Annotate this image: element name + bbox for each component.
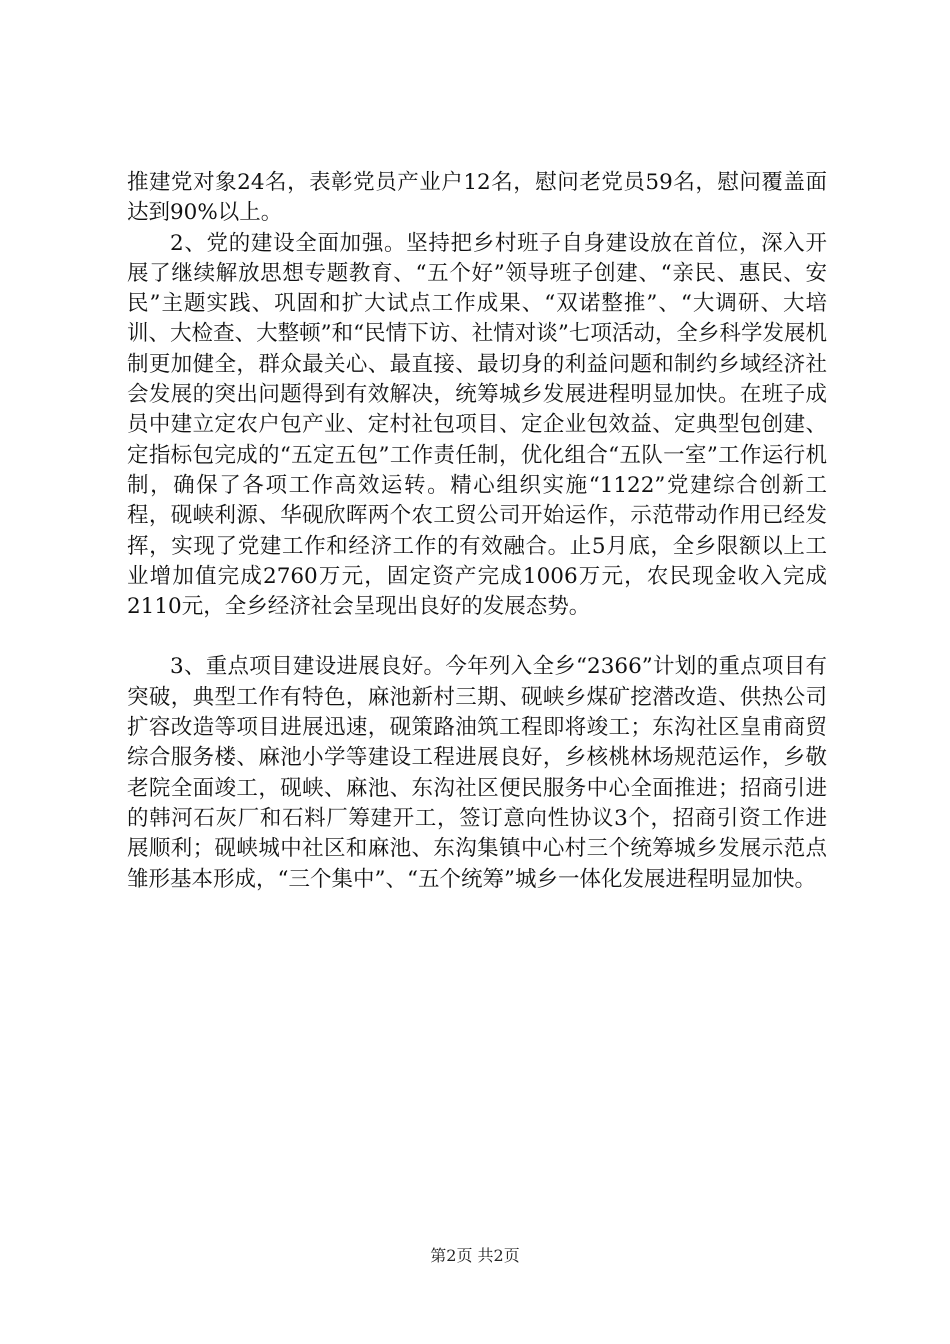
paragraph-3: 3、重点项目建设进展良好。今年列入全乡“2366”计划的重点项目有突破，典型工作有特色，麻池新村三期、砚峡乡煤矿挖潜改造、供热公司扩容改造等项目进展迅速，砚策路油筑工程即将竣工；东沟社区皇甫商贸综合服务楼、麻池小学等建设工程进展良好，乡核桃林场规范运作，乡敬老院全面竣工，砚峡、麻池、东沟社区便民服务中心全面推进；招商引进的韩河石灰厂和石料厂筹建开工，签订意向性协议3个，招商引资工作进展顺利；砚峡城中社区和麻池、东沟集镇中心村三个统筹城乡发展示范点雏形基本形成，“三个集中”、“五个统筹”城乡一体化发展进程明显加快。: [127, 654, 827, 892]
document-body: [127, 168, 827, 895]
paragraph-2: 2、党的建设全面加强。坚持把乡村班子自身建设放在首位，深入开展了继续解放思想专题教育、“五个好”领导班子创建、“亲民、惠民、安民”主题实践、巩固和扩大试点工作成果、“双诺整推”、“大调研、大培训、大检查、大整顿”和“民情下访、社情对谈”七项活动，全乡科学发展机制更加健全，群众最关心、最直接、最切身的利益问题和制约乡域经济社会发展的突出问题得到有效解决，统筹城乡发展进程明显加快。在班子成员中建立定农户包产业、定村社包项目、定企业包效益、定典型包创建、定指标包完成的“五定五包”工作责任制，优化组合“五队一室”工作运行机制，确保了各项工作高效运转。精心组织实施“1122”党建综合创新工程，砚峡利源、华砚欣晖两个农工贸公司开始运作，示范带动作用已经发挥，实现了党建工作和经济工作的有效融合。止5月底，全乡限额以上工业增加值完成2760万元，固定资产完成1006万元，农民现金收入完成2110元，全乡经济社会呈现出良好的发展态势。: [127, 230, 827, 620]
paragraph-1: 推建党对象24名，表彰党员产业户12名，慰问老党员59名，慰问覆盖面达到90%以上。: [127, 170, 827, 226]
page-footer: 第2页 共2页: [430, 1246, 520, 1265]
